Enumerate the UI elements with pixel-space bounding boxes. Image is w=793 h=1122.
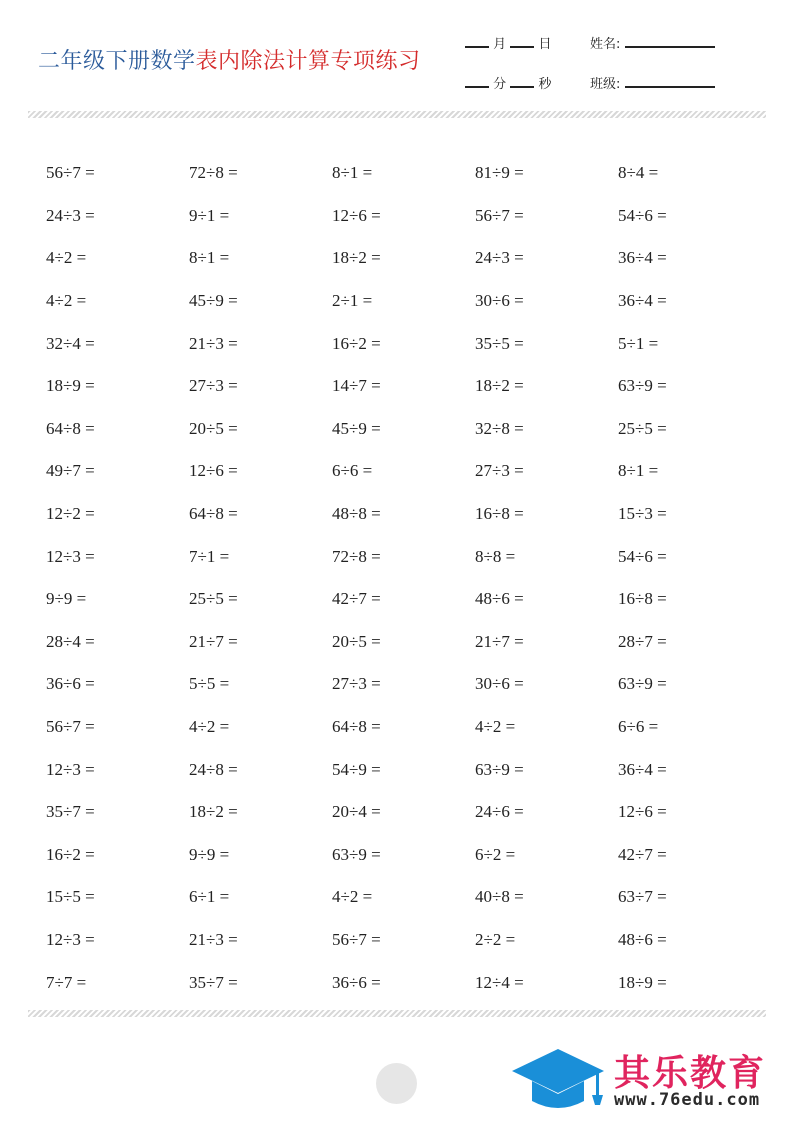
brand-name: 其乐教育 <box>614 1053 767 1094</box>
division-problem: 9÷1 = <box>189 205 230 225</box>
division-problem: 25÷5 = <box>618 418 667 438</box>
division-problem: 48÷6 = <box>475 589 524 609</box>
division-problem: 20÷4 = <box>332 802 381 822</box>
division-problem: 16÷8 = <box>618 589 667 609</box>
division-problem: 2÷1 = <box>332 291 373 311</box>
day-label: 日 <box>538 37 552 52</box>
division-problem: 16÷2 = <box>46 844 95 864</box>
division-problem: 30÷6 = <box>475 674 524 694</box>
division-problem: 64÷8 = <box>189 504 238 524</box>
division-problem: 63÷7 = <box>618 887 667 907</box>
division-problem: 49÷7 = <box>46 461 95 481</box>
top-divider <box>28 111 766 118</box>
division-problem: 32÷4 = <box>46 333 95 353</box>
division-problem: 35÷7 = <box>189 972 238 992</box>
division-problem: 21÷3 = <box>189 929 238 949</box>
division-problem: 7÷7 = <box>46 972 87 992</box>
division-problem: 24÷3 = <box>475 248 524 268</box>
problem-row <box>46 493 761 536</box>
division-problem: 12÷6 = <box>189 461 238 481</box>
problem-row <box>46 961 761 1004</box>
division-problem: 21÷7 = <box>475 631 524 651</box>
division-problem: 27÷3 = <box>189 376 238 396</box>
problem-row <box>46 663 761 706</box>
division-problem: 18÷2 = <box>332 248 381 268</box>
division-problem: 56÷7 = <box>332 929 381 949</box>
division-problem: 5÷1 = <box>618 333 659 353</box>
name-blank[interactable] <box>625 36 715 48</box>
division-problem: 56÷7 = <box>46 163 95 183</box>
division-problem: 72÷8 = <box>332 546 381 566</box>
division-problem: 36÷6 = <box>332 972 381 992</box>
division-problem: 15÷5 = <box>46 887 95 907</box>
problem-row <box>46 152 761 195</box>
division-problem: 6÷6 = <box>618 717 659 737</box>
division-problem: 7÷1 = <box>189 546 230 566</box>
class-blank[interactable] <box>625 76 715 88</box>
division-problem: 45÷9 = <box>332 418 381 438</box>
month-label: 月 <box>493 37 507 52</box>
problem-grid <box>46 152 761 1004</box>
division-problem: 4÷2 = <box>46 248 87 268</box>
division-problem: 12÷6 = <box>332 205 381 225</box>
brand-url: www.76edu.com <box>614 1090 761 1110</box>
problem-row <box>46 237 761 280</box>
division-problem: 8÷4 = <box>618 163 659 183</box>
division-problem: 28÷4 = <box>46 631 95 651</box>
division-problem: 6÷1 = <box>189 887 230 907</box>
division-problem: 63÷9 = <box>332 844 381 864</box>
minute-blank[interactable] <box>465 76 489 88</box>
problem-row <box>46 365 761 408</box>
division-problem: 15÷3 = <box>618 504 667 524</box>
problem-row <box>46 834 761 877</box>
division-problem: 32÷8 = <box>475 418 524 438</box>
date-fields <box>465 33 551 52</box>
division-problem: 54÷6 = <box>618 205 667 225</box>
division-problem: 21÷7 = <box>189 631 238 651</box>
problem-row <box>46 535 761 578</box>
division-problem: 42÷7 = <box>618 844 667 864</box>
division-problem: 24÷6 = <box>475 802 524 822</box>
division-problem: 27÷3 = <box>332 674 381 694</box>
division-problem: 4÷2 = <box>46 291 87 311</box>
class-label: 班级: <box>590 77 621 92</box>
division-problem: 35÷5 = <box>475 333 524 353</box>
division-problem: 9÷9 = <box>46 589 87 609</box>
problem-row <box>46 748 761 791</box>
problem-row <box>46 919 761 962</box>
division-problem: 36÷4 = <box>618 759 667 779</box>
division-problem: 42÷7 = <box>332 589 381 609</box>
division-problem: 5÷5 = <box>189 674 230 694</box>
problem-row <box>46 322 761 365</box>
division-problem: 18÷2 = <box>475 376 524 396</box>
division-problem: 8÷1 = <box>189 248 230 268</box>
division-problem: 20÷5 = <box>332 631 381 651</box>
division-problem: 54÷9 = <box>332 759 381 779</box>
division-problem: 4÷2 = <box>475 717 516 737</box>
division-problem: 36÷4 = <box>618 291 667 311</box>
problem-row <box>46 408 761 451</box>
title-grade: 二年级下册数学 <box>38 49 196 74</box>
division-problem: 24÷8 = <box>189 759 238 779</box>
division-problem: 8÷8 = <box>475 546 516 566</box>
time-fields <box>465 73 551 92</box>
problem-row <box>46 791 761 834</box>
division-problem: 12÷3 = <box>46 929 95 949</box>
division-problem: 54÷6 = <box>618 546 667 566</box>
division-problem: 12÷3 = <box>46 546 95 566</box>
division-problem: 48÷8 = <box>332 504 381 524</box>
problem-row <box>46 706 761 749</box>
problem-row <box>46 195 761 238</box>
day-blank[interactable] <box>510 36 534 48</box>
division-problem: 36÷6 = <box>46 674 95 694</box>
division-problem: 24÷3 = <box>46 205 95 225</box>
division-problem: 12÷6 = <box>618 802 667 822</box>
division-problem: 30÷6 = <box>475 291 524 311</box>
division-problem: 6÷6 = <box>332 461 373 481</box>
division-problem: 18÷2 = <box>189 802 238 822</box>
division-problem: 18÷9 = <box>46 376 95 396</box>
division-problem: 28÷7 = <box>618 631 667 651</box>
division-problem: 8÷1 = <box>332 163 373 183</box>
month-blank[interactable] <box>465 36 489 48</box>
division-problem: 14÷7 = <box>332 376 381 396</box>
division-problem: 6÷2 = <box>475 844 516 864</box>
division-problem: 2÷2 = <box>475 929 516 949</box>
problem-row <box>46 280 761 323</box>
name-label: 姓名: <box>590 37 621 52</box>
name-field <box>590 33 715 52</box>
second-blank[interactable] <box>510 76 534 88</box>
class-field <box>590 73 715 92</box>
division-problem: 8÷1 = <box>618 461 659 481</box>
division-problem: 56÷7 = <box>46 717 95 737</box>
division-problem: 72÷8 = <box>189 163 238 183</box>
division-problem: 21÷3 = <box>189 333 238 353</box>
division-problem: 16÷8 = <box>475 504 524 524</box>
problem-row <box>46 621 761 664</box>
division-problem: 20÷5 = <box>189 418 238 438</box>
division-problem: 25÷5 = <box>189 589 238 609</box>
bottom-divider <box>28 1010 766 1017</box>
division-problem: 18÷9 = <box>618 972 667 992</box>
division-problem: 48÷6 = <box>618 929 667 949</box>
division-problem: 4÷2 = <box>189 717 230 737</box>
division-problem: 63÷9 = <box>618 674 667 694</box>
division-problem: 35÷7 = <box>46 802 95 822</box>
division-problem: 56÷7 = <box>475 205 524 225</box>
division-problem: 27÷3 = <box>475 461 524 481</box>
problem-row <box>46 450 761 493</box>
division-problem: 16÷2 = <box>332 333 381 353</box>
page-title <box>38 44 421 75</box>
minute-label: 分 <box>493 77 507 92</box>
page-dot <box>376 1063 417 1104</box>
division-problem: 63÷9 = <box>475 759 524 779</box>
second-label: 秒 <box>538 77 552 92</box>
problem-row <box>46 876 761 919</box>
division-problem: 9÷9 = <box>189 844 230 864</box>
division-problem: 40÷8 = <box>475 887 524 907</box>
division-problem: 36÷4 = <box>618 248 667 268</box>
division-problem: 12÷4 = <box>475 972 524 992</box>
division-problem: 64÷8 = <box>332 717 381 737</box>
division-problem: 12÷2 = <box>46 504 95 524</box>
problem-row <box>46 578 761 621</box>
division-problem: 64÷8 = <box>46 418 95 438</box>
division-problem: 4÷2 = <box>332 887 373 907</box>
division-problem: 81÷9 = <box>475 163 524 183</box>
division-problem: 45÷9 = <box>189 291 238 311</box>
title-topic: 表内除法计算专项练习 <box>195 49 421 74</box>
division-problem: 12÷3 = <box>46 759 95 779</box>
division-problem: 63÷9 = <box>618 376 667 396</box>
